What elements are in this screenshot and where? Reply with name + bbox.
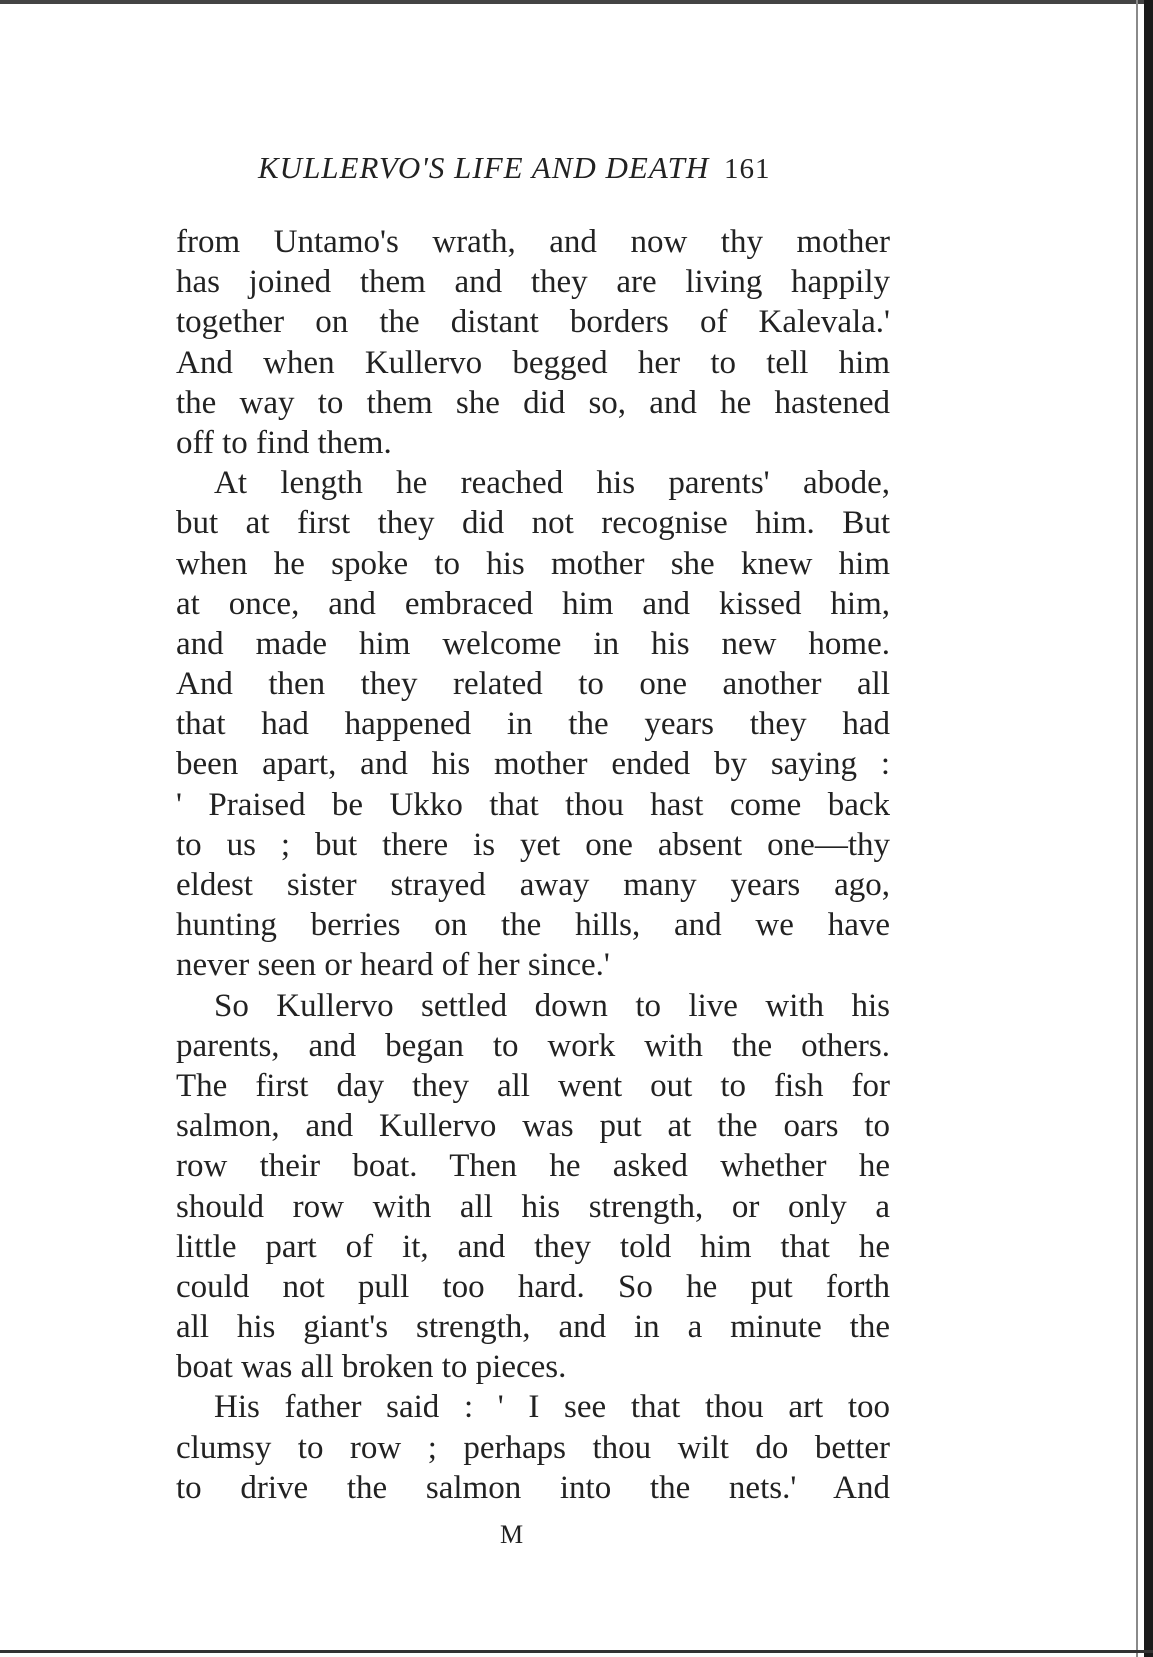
running-title: KULLERVO'S LIFE AND DEATH <box>258 150 710 185</box>
text-line: the way to them she did so, and he hastened <box>176 384 890 421</box>
text-line: And when Kullervo begged her to tell him <box>176 344 890 381</box>
right-page-edge <box>1144 0 1153 1657</box>
bottom-page-edge <box>0 1650 1153 1653</box>
text-line: row their boat. Then he asked whether he <box>176 1148 890 1185</box>
paragraph <box>176 222 890 463</box>
text-line: boat was all broken to pieces. <box>176 1349 567 1386</box>
text-line: off to find them. <box>176 424 392 461</box>
text-line: At length he reached his parents' abode, <box>214 465 890 502</box>
text-line: salmon, and Kullervo was put at the oars to <box>176 1108 890 1145</box>
page-gutter-shadow <box>1136 0 1138 1657</box>
paragraph <box>176 1387 890 1508</box>
text-line: parents, and began to work with the others. <box>176 1027 890 1064</box>
text-line: never seen or heard of her since.' <box>176 947 610 984</box>
running-head <box>258 150 908 186</box>
text-line: should row with all his strength, or only a <box>176 1188 890 1225</box>
text-line: eldest sister strayed away many years ago, <box>176 867 890 903</box>
paragraph <box>176 463 890 985</box>
page-number: 161 <box>724 153 771 185</box>
text-line: from Untamo's wrath, and now thy mother <box>176 224 890 260</box>
text-line: but at first they did not recognise him. But <box>176 505 890 542</box>
text-line: hunting berries on the hills, and we have <box>176 907 890 944</box>
text-line: little part of it, and they told him that he <box>176 1228 890 1265</box>
text-line: when he spoke to his mother she knew him <box>176 545 890 582</box>
text-line: to us ; but there is yet one absent one—thy <box>176 826 890 863</box>
signature-mark: M <box>500 1520 525 1549</box>
text-line: could not pull too hard. So he put forth <box>176 1268 890 1305</box>
text-line: clumsy to row ; perhaps thou wilt do better <box>176 1429 890 1466</box>
text-line: together on the distant borders of Kalevala.' <box>176 304 890 341</box>
text-line: all his giant's strength, and in a minute the <box>176 1309 890 1346</box>
top-page-edge <box>0 0 1153 4</box>
paragraph <box>176 986 890 1388</box>
text-line: The first day they all went out to fish for <box>176 1067 890 1104</box>
text-line: ' Praised be Ukko that thou hast come back <box>176 786 890 823</box>
text-line: And then they related to one another all <box>176 666 890 703</box>
text-line: to drive the salmon into the nets.' And <box>176 1469 890 1506</box>
text-line: been apart, and his mother ended by saying : <box>176 746 890 783</box>
text-line: that had happened in the years they had <box>176 706 890 743</box>
text-line: and made him welcome in his new home. <box>176 625 890 662</box>
text-line: So Kullervo settled down to live with his <box>214 987 890 1024</box>
text-line: has joined them and they are living happily <box>176 264 890 301</box>
body-text <box>176 222 890 1508</box>
text-line: His father said : ' I see that thou art too <box>214 1389 890 1426</box>
text-line: at once, and embraced him and kissed him, <box>176 585 890 622</box>
